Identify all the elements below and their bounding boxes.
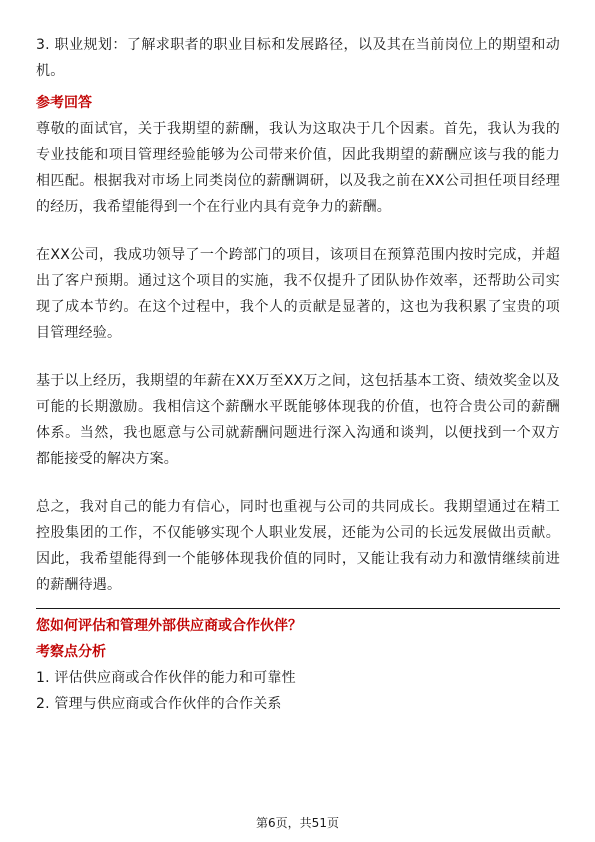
answer-paragraph-2: 在XX公司，我成功领导了一个跨部门的项目，该项目在预算范围内按时完成，并超出了客户预期。通过这个项目的实施，我不仅提升了团队协作效率，还帮助公司实现了成本节约。在这个过程中，我个人的贡献是显著的，这也为我积累了宝贵的项目管理经验。 — [36, 247, 560, 341]
answer-paragraph-3: 基于以上经历，我期望的年薪在XX万至XX万之间，这包括基本工资、绩效奖金以及可能的长期激励。我相信这个薪酬水平既能够体现我的价值，也符合贵公司的薪酬体系。当然，我也愿意与公司就薪酬问题进行深入沟通和谈判，以便找到一个双方都能接受的解决方案。 — [36, 373, 560, 467]
question-title: 您如何评估和管理外部供应商或合作伙伴？ — [36, 618, 302, 634]
section-divider — [36, 608, 560, 609]
answer-paragraph-4: 总之，我对自己的能力有信心，同时也重视与公司的共同成长。我期望通过在精工控股集团的工作，不仅能够实现个人职业发展，还能为公司的长远发展做出贡献。因此，我希望能得到一个能够体现我价值的同时，又能让我有动力和激情继续前进的薪酬待遇。 — [36, 499, 560, 593]
analysis-item-2: 2. 管理与供应商或合作伙伴的合作关系 — [36, 696, 282, 712]
analysis-item-3: 3. 职业规划：了解求职者的职业目标和发展路径，以及其在当前岗位上的期望和动机。 — [36, 37, 560, 79]
analysis-heading: 考察点分析 — [36, 644, 106, 660]
page-number: 第6页，共51页 — [256, 816, 339, 830]
answer-paragraph-1: 尊敬的面试官，关于我期望的薪酬，我认为这取决于几个因素。首先，我认为我的专业技能和项目管理经验能够为公司带来价值，因此我期望的薪酬应该与我的能力相匹配。根据我对市场上同类岗位的薪酬调研，以及我之前在XX公司担任项目经理的经历，我希望能得到一个在行业内具有竞争力的薪酬。 — [36, 121, 560, 215]
analysis-item-1: 1. 评估供应商或合作伙伴的能力和可靠性 — [36, 670, 296, 686]
reference-answer-heading: 参考回答 — [36, 95, 92, 111]
document-page — [36, 32, 560, 717]
